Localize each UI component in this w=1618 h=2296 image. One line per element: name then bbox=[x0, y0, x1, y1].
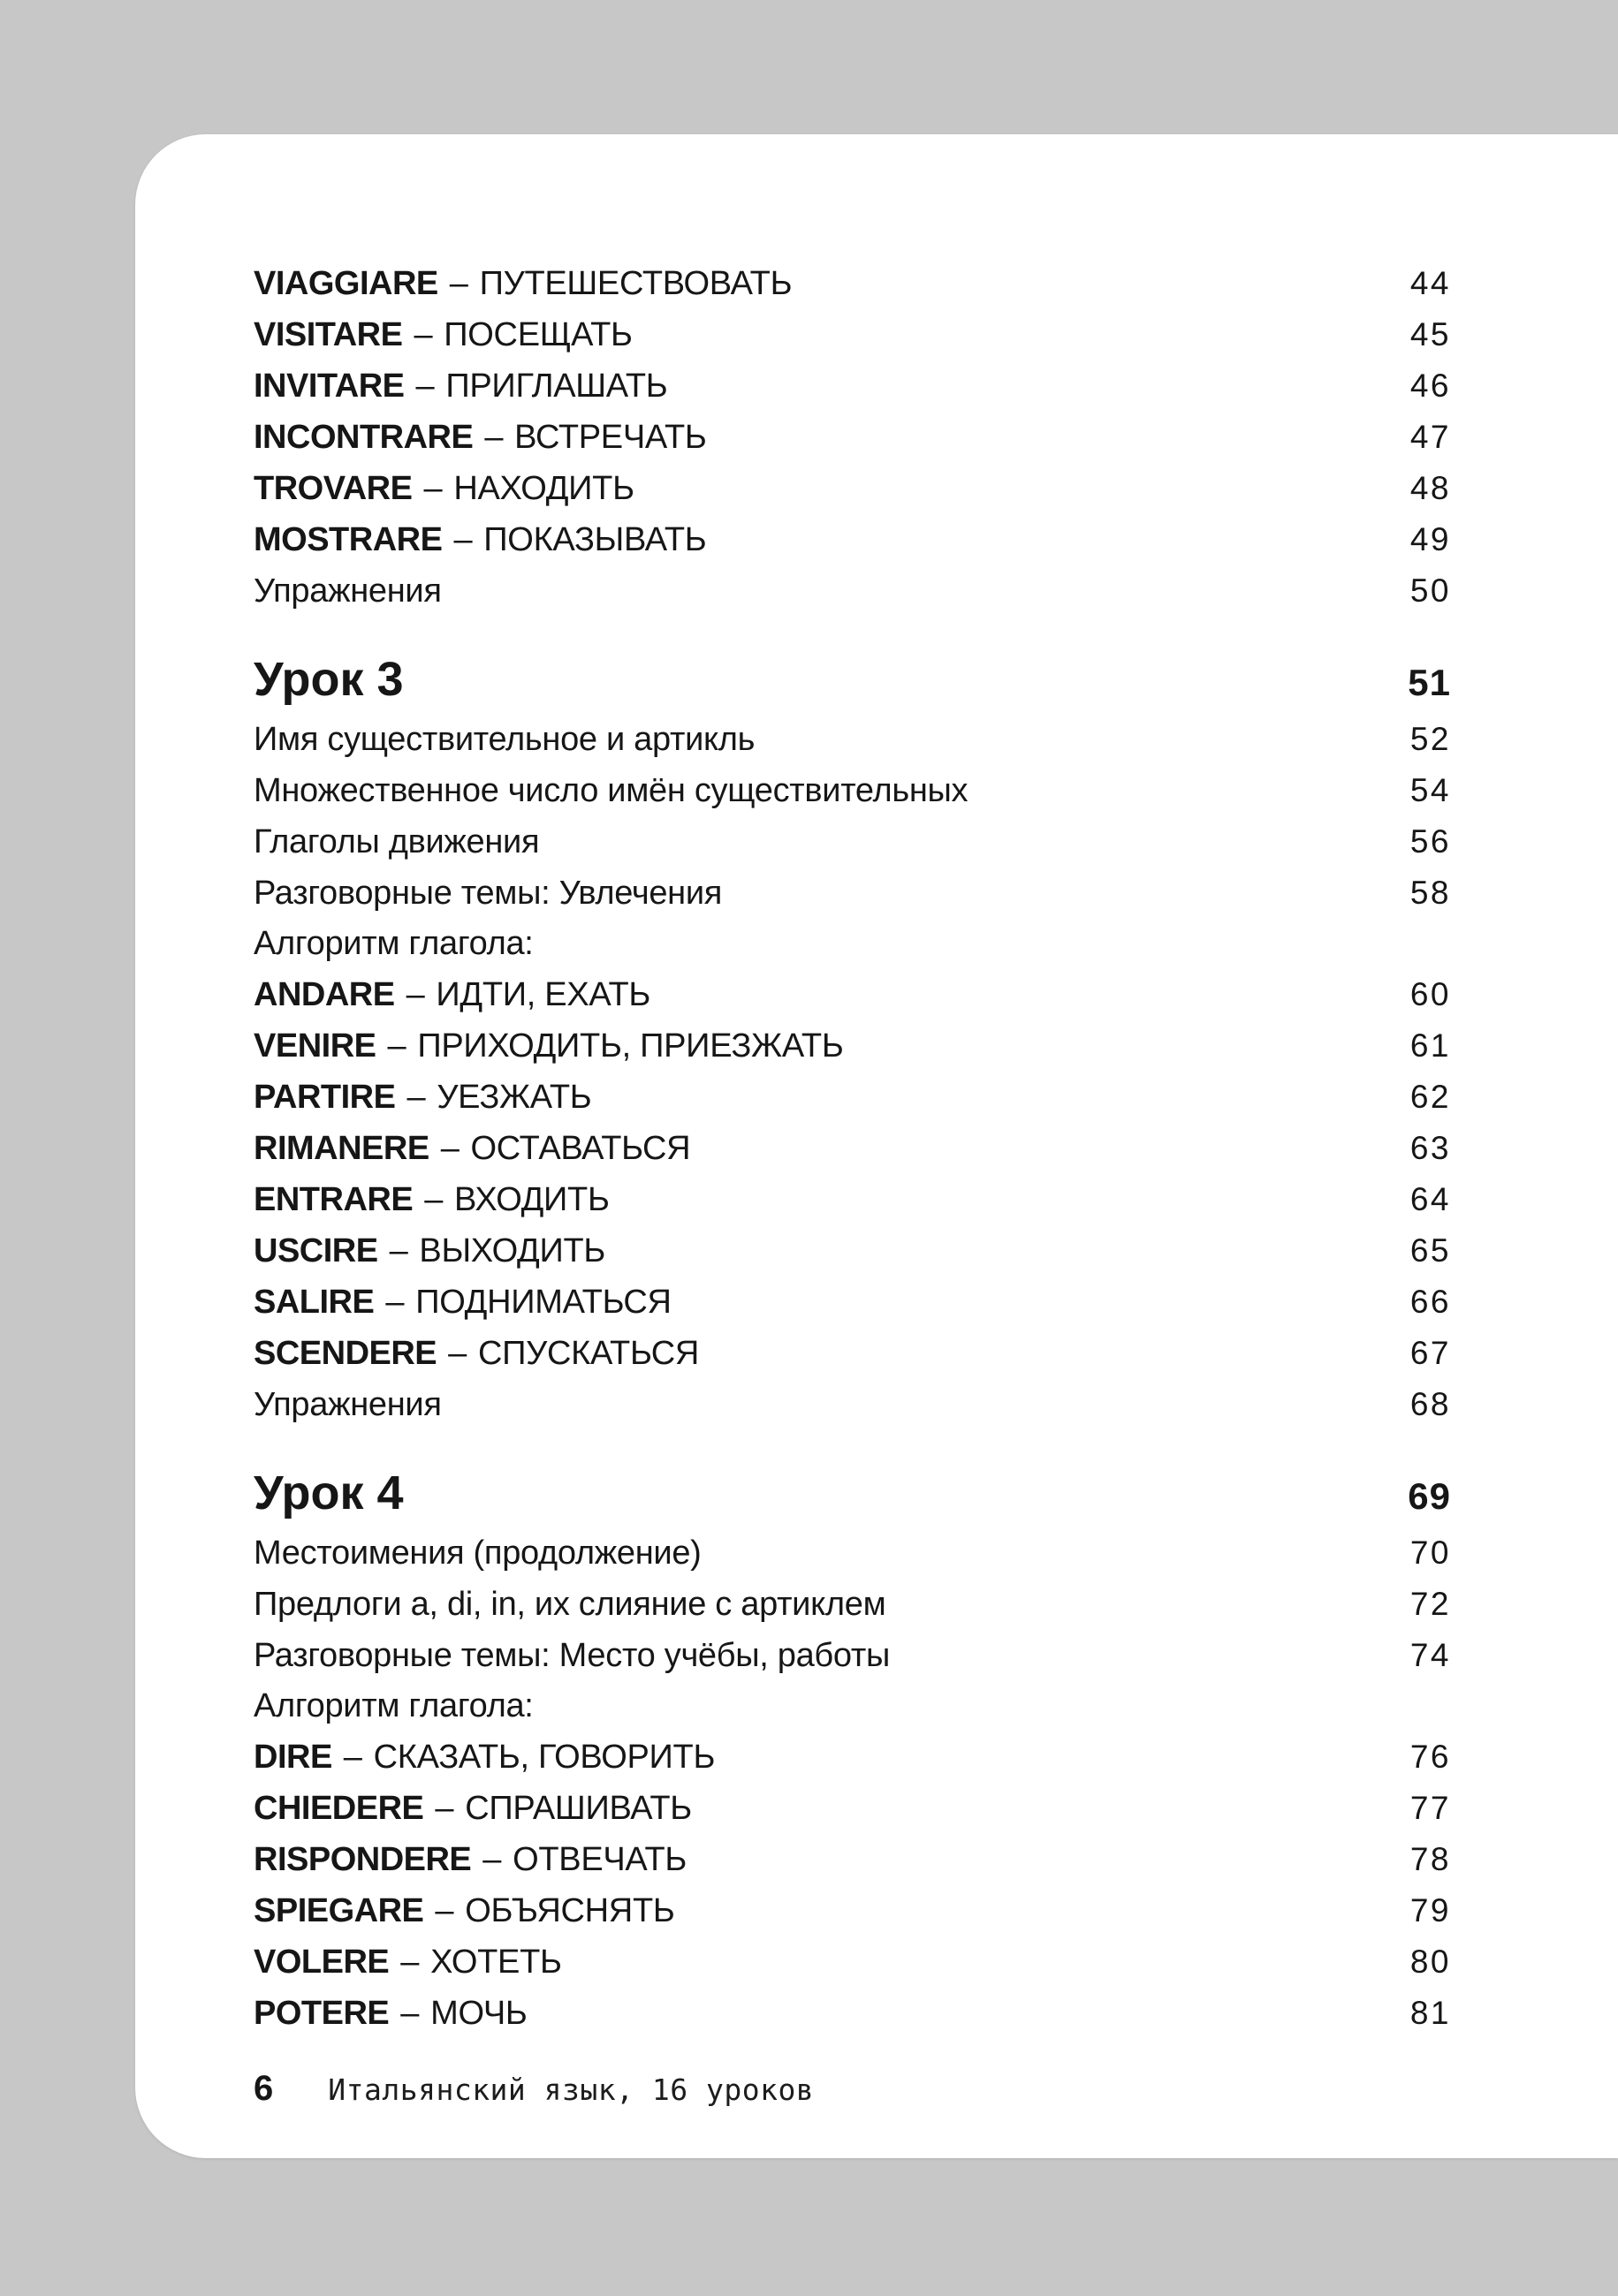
dash-separator: – bbox=[440, 1130, 460, 1167]
toc-entry-translation: ВЫХОДИТЬ bbox=[419, 1232, 606, 1269]
toc-entry-label bbox=[254, 970, 650, 1020]
dash-separator: – bbox=[453, 521, 473, 558]
toc-entry-translation: ПУТЕШЕСТВОВАТЬ bbox=[479, 265, 793, 302]
dash-separator: – bbox=[435, 1790, 454, 1827]
toc-entry-translation: СКАЗАТЬ, ГОВОРИТЬ bbox=[373, 1739, 716, 1776]
toc-entry-italian-term: ANDARE bbox=[254, 976, 395, 1013]
toc-entry-page-number: 64 bbox=[1409, 1181, 1451, 1217]
toc-heading bbox=[254, 648, 1451, 714]
toc-entry-page-number: 61 bbox=[1409, 1027, 1451, 1064]
toc-row bbox=[254, 360, 1451, 412]
toc-entry-italian-term: INCONTRARE bbox=[254, 419, 474, 456]
dash-separator: – bbox=[343, 1739, 362, 1776]
dash-separator: – bbox=[406, 1079, 426, 1116]
toc-entry-page-number: 63 bbox=[1409, 1130, 1451, 1166]
toc-entry-label: Алгоритм глагола: bbox=[254, 1687, 534, 1724]
toc-entry-italian-term: TROVARE bbox=[254, 470, 413, 507]
toc-row bbox=[254, 1630, 1451, 1681]
toc-entry-page-number: 79 bbox=[1409, 1892, 1451, 1928]
book-page bbox=[135, 134, 1618, 2158]
toc-entry-page-number: 44 bbox=[1409, 265, 1451, 301]
toc-row bbox=[254, 969, 1451, 1020]
toc-entry-label: Глаголы движения bbox=[254, 823, 540, 860]
toc-entry-italian-term: INVITARE bbox=[254, 368, 405, 405]
toc-entry-label bbox=[254, 1329, 699, 1379]
toc-entry-italian-term: VOLERE bbox=[254, 1944, 390, 1981]
toc-entry-translation: ПРИХОДИТЬ, ПРИЕЗЖАТЬ bbox=[417, 1027, 844, 1065]
toc-entry-page-number: 60 bbox=[1409, 976, 1451, 1012]
toc-entry-label bbox=[254, 1175, 610, 1225]
toc-entry-translation: ПОСЕЩАТЬ bbox=[444, 316, 633, 353]
toc-entry-page-number: 50 bbox=[1409, 572, 1451, 609]
toc-entry-label bbox=[254, 1732, 715, 1783]
toc-entry-label bbox=[254, 1072, 591, 1123]
toc-entry-label bbox=[254, 1835, 687, 1885]
toc-entry-label bbox=[254, 361, 667, 412]
toc-entry-page-number: 70 bbox=[1409, 1534, 1451, 1571]
toc-row bbox=[254, 1379, 1451, 1430]
toc-entry-italian-term: ENTRARE bbox=[254, 1181, 414, 1218]
toc-entry-label: Упражнения bbox=[254, 572, 442, 610]
toc-entry-page-number: 54 bbox=[1409, 772, 1451, 808]
toc-row bbox=[254, 309, 1451, 360]
toc-entry-label: Урок 4 bbox=[254, 1466, 404, 1519]
toc-entry-label: Разговорные темы: Место учёбы, работы bbox=[254, 1637, 891, 1674]
dash-separator: – bbox=[389, 1232, 408, 1269]
toc-row bbox=[254, 1527, 1451, 1579]
dash-separator: – bbox=[448, 1335, 467, 1372]
dash-separator: – bbox=[484, 419, 504, 456]
dash-separator: – bbox=[424, 1181, 444, 1218]
toc-row bbox=[254, 919, 1451, 969]
dash-separator: – bbox=[406, 976, 425, 1013]
toc-entry-label bbox=[254, 413, 707, 463]
toc-entry-page-number: 67 bbox=[1409, 1335, 1451, 1371]
toc-row bbox=[254, 1731, 1451, 1783]
dash-separator: – bbox=[423, 470, 443, 507]
toc-row bbox=[254, 1072, 1451, 1123]
toc-row bbox=[254, 1123, 1451, 1174]
toc-entry-label bbox=[254, 1124, 690, 1174]
toc-entry-page-number: 65 bbox=[1409, 1232, 1451, 1269]
toc-row bbox=[254, 258, 1451, 309]
toc-entry-translation: ПРИГЛАШАТЬ bbox=[445, 368, 668, 405]
toc-entry-page-number: 77 bbox=[1409, 1790, 1451, 1826]
toc-entry-page-number: 76 bbox=[1409, 1739, 1451, 1775]
dash-separator: – bbox=[400, 1995, 420, 2032]
toc-entry-translation: МОЧЬ bbox=[430, 1995, 528, 2032]
toc-entry-label: Местоимения (продолжение) bbox=[254, 1534, 702, 1572]
dash-separator: – bbox=[482, 1841, 502, 1878]
toc-row bbox=[254, 514, 1451, 565]
toc-entry-label bbox=[254, 464, 634, 514]
toc-entry-label bbox=[254, 310, 633, 360]
toc-entry-italian-term: SALIRE bbox=[254, 1284, 375, 1321]
toc-entry-label bbox=[254, 259, 792, 309]
toc-entry-label bbox=[254, 1989, 528, 2039]
toc-entry-label bbox=[254, 1784, 692, 1834]
toc-entry-italian-term: SCENDERE bbox=[254, 1335, 437, 1372]
toc-entry-label bbox=[254, 1937, 562, 1988]
toc-heading bbox=[254, 1462, 1451, 1527]
toc-entry-translation: СПРАШИВАТЬ bbox=[465, 1790, 692, 1827]
toc-entry-page-number: 49 bbox=[1409, 521, 1451, 557]
toc-entry-translation: ВСТРЕЧАТЬ bbox=[514, 419, 707, 456]
dash-separator: – bbox=[385, 1284, 405, 1321]
toc-entry-italian-term: CHIEDERE bbox=[254, 1790, 424, 1827]
dash-separator: – bbox=[449, 265, 468, 302]
toc-entry-translation: УЕЗЖАТЬ bbox=[437, 1079, 592, 1116]
toc-entry-translation: ОБЪЯСНЯТЬ bbox=[465, 1892, 675, 1929]
toc-entry-translation: ПОДНИМАТЬСЯ bbox=[415, 1284, 672, 1321]
toc-entry-italian-term: VENIRE bbox=[254, 1027, 376, 1065]
toc-entry-translation: ВХОДИТЬ bbox=[454, 1181, 610, 1218]
toc-row bbox=[254, 412, 1451, 463]
toc-row bbox=[254, 1579, 1451, 1630]
toc-entry-label: Упражнения bbox=[254, 1386, 442, 1423]
toc-entry-page-number: 72 bbox=[1409, 1586, 1451, 1622]
toc-entry-italian-term: RIMANERE bbox=[254, 1130, 429, 1167]
toc-entry-page-number: 81 bbox=[1409, 1995, 1451, 2031]
toc-entry-translation: ПОКАЗЫВАТЬ bbox=[483, 521, 707, 558]
toc-row bbox=[254, 1174, 1451, 1225]
toc-entry-page-number: 52 bbox=[1409, 721, 1451, 757]
toc-entry-translation: ИДТИ, ЕХАТЬ bbox=[436, 976, 651, 1013]
dash-separator: – bbox=[415, 368, 435, 405]
page-footer bbox=[254, 2069, 814, 2109]
toc-entry-translation: СПУСКАТЬСЯ bbox=[478, 1335, 700, 1372]
toc-row bbox=[254, 1277, 1451, 1328]
toc-row bbox=[254, 868, 1451, 919]
toc-row bbox=[254, 1328, 1451, 1379]
footer-page-number: 6 bbox=[254, 2069, 274, 2108]
toc-entry-italian-term: RISPONDERE bbox=[254, 1841, 472, 1878]
toc-entry-label bbox=[254, 1226, 605, 1277]
toc-entry-page-number: 78 bbox=[1409, 1841, 1451, 1877]
toc-entry-label: Алгоритм глагола: bbox=[254, 925, 534, 962]
toc-entry-label: Имя существительное и артикль bbox=[254, 721, 756, 758]
toc-row bbox=[254, 565, 1451, 617]
toc-entry-translation: ХОТЕТЬ bbox=[430, 1944, 562, 1981]
toc-entry-italian-term: PARTIRE bbox=[254, 1079, 396, 1116]
toc-entry-page-number: 68 bbox=[1409, 1386, 1451, 1422]
toc-entry-page-number: 74 bbox=[1409, 1637, 1451, 1673]
toc-entry-translation: ОСТАВАТЬСЯ bbox=[470, 1130, 691, 1167]
toc-entry-italian-term: USCIRE bbox=[254, 1232, 378, 1269]
toc-row bbox=[254, 1885, 1451, 1936]
footer-book-title: Итальянский язык, 16 уроков bbox=[328, 2072, 815, 2107]
toc-row bbox=[254, 1988, 1451, 2039]
toc-row bbox=[254, 463, 1451, 514]
dash-separator: – bbox=[414, 316, 433, 353]
toc-row bbox=[254, 765, 1451, 816]
toc-entry-label: Множественное число имён существительных bbox=[254, 772, 969, 809]
toc-entry-page-number: 45 bbox=[1409, 316, 1451, 352]
toc-row bbox=[254, 1225, 1451, 1277]
toc-entry-page-number: 69 bbox=[1408, 1475, 1451, 1517]
toc-entry-label: Разговорные темы: Увлечения bbox=[254, 875, 723, 912]
toc-row bbox=[254, 714, 1451, 765]
toc-entry-page-number: 66 bbox=[1409, 1284, 1451, 1320]
toc-row bbox=[254, 1936, 1451, 1988]
toc-entry-italian-term: MOSTRARE bbox=[254, 521, 443, 558]
toc-entry-page-number: 46 bbox=[1409, 368, 1451, 404]
toc-entry-page-number: 51 bbox=[1408, 662, 1451, 703]
toc-row bbox=[254, 1020, 1451, 1072]
dash-separator: – bbox=[435, 1892, 454, 1929]
toc-row bbox=[254, 816, 1451, 868]
toc-entry-label bbox=[254, 1021, 843, 1072]
toc-entry-translation: НАХОДИТЬ bbox=[453, 470, 634, 507]
toc-row bbox=[254, 1783, 1451, 1834]
toc-entry-label bbox=[254, 1277, 672, 1328]
toc-row bbox=[254, 1681, 1451, 1731]
toc-entry-page-number: 58 bbox=[1409, 875, 1451, 911]
toc-entry-label bbox=[254, 515, 706, 565]
toc-entry-italian-term: VIAGGIARE bbox=[254, 265, 438, 302]
toc-entry-page-number: 47 bbox=[1409, 419, 1451, 455]
toc-entry-italian-term: DIRE bbox=[254, 1739, 332, 1776]
toc-entry-italian-term: POTERE bbox=[254, 1995, 390, 2032]
toc-entry-italian-term: SPIEGARE bbox=[254, 1892, 424, 1929]
dash-separator: – bbox=[387, 1027, 406, 1065]
toc-entry-label bbox=[254, 1886, 675, 1936]
toc-entry-label: Урок 3 bbox=[254, 653, 404, 706]
toc-entry-label: Предлоги a, di, in, их слияние с артиклем bbox=[254, 1586, 886, 1623]
toc-row bbox=[254, 1834, 1451, 1885]
toc-entry-italian-term: VISITARE bbox=[254, 316, 403, 353]
toc-entry-page-number: 56 bbox=[1409, 823, 1451, 860]
toc-entry-page-number: 48 bbox=[1409, 470, 1451, 506]
toc-entry-page-number: 62 bbox=[1409, 1079, 1451, 1115]
dash-separator: – bbox=[400, 1944, 420, 1981]
table-of-contents bbox=[254, 258, 1451, 2039]
toc-entry-translation: ОТВЕЧАТЬ bbox=[513, 1841, 687, 1878]
toc-entry-page-number: 80 bbox=[1409, 1944, 1451, 1980]
